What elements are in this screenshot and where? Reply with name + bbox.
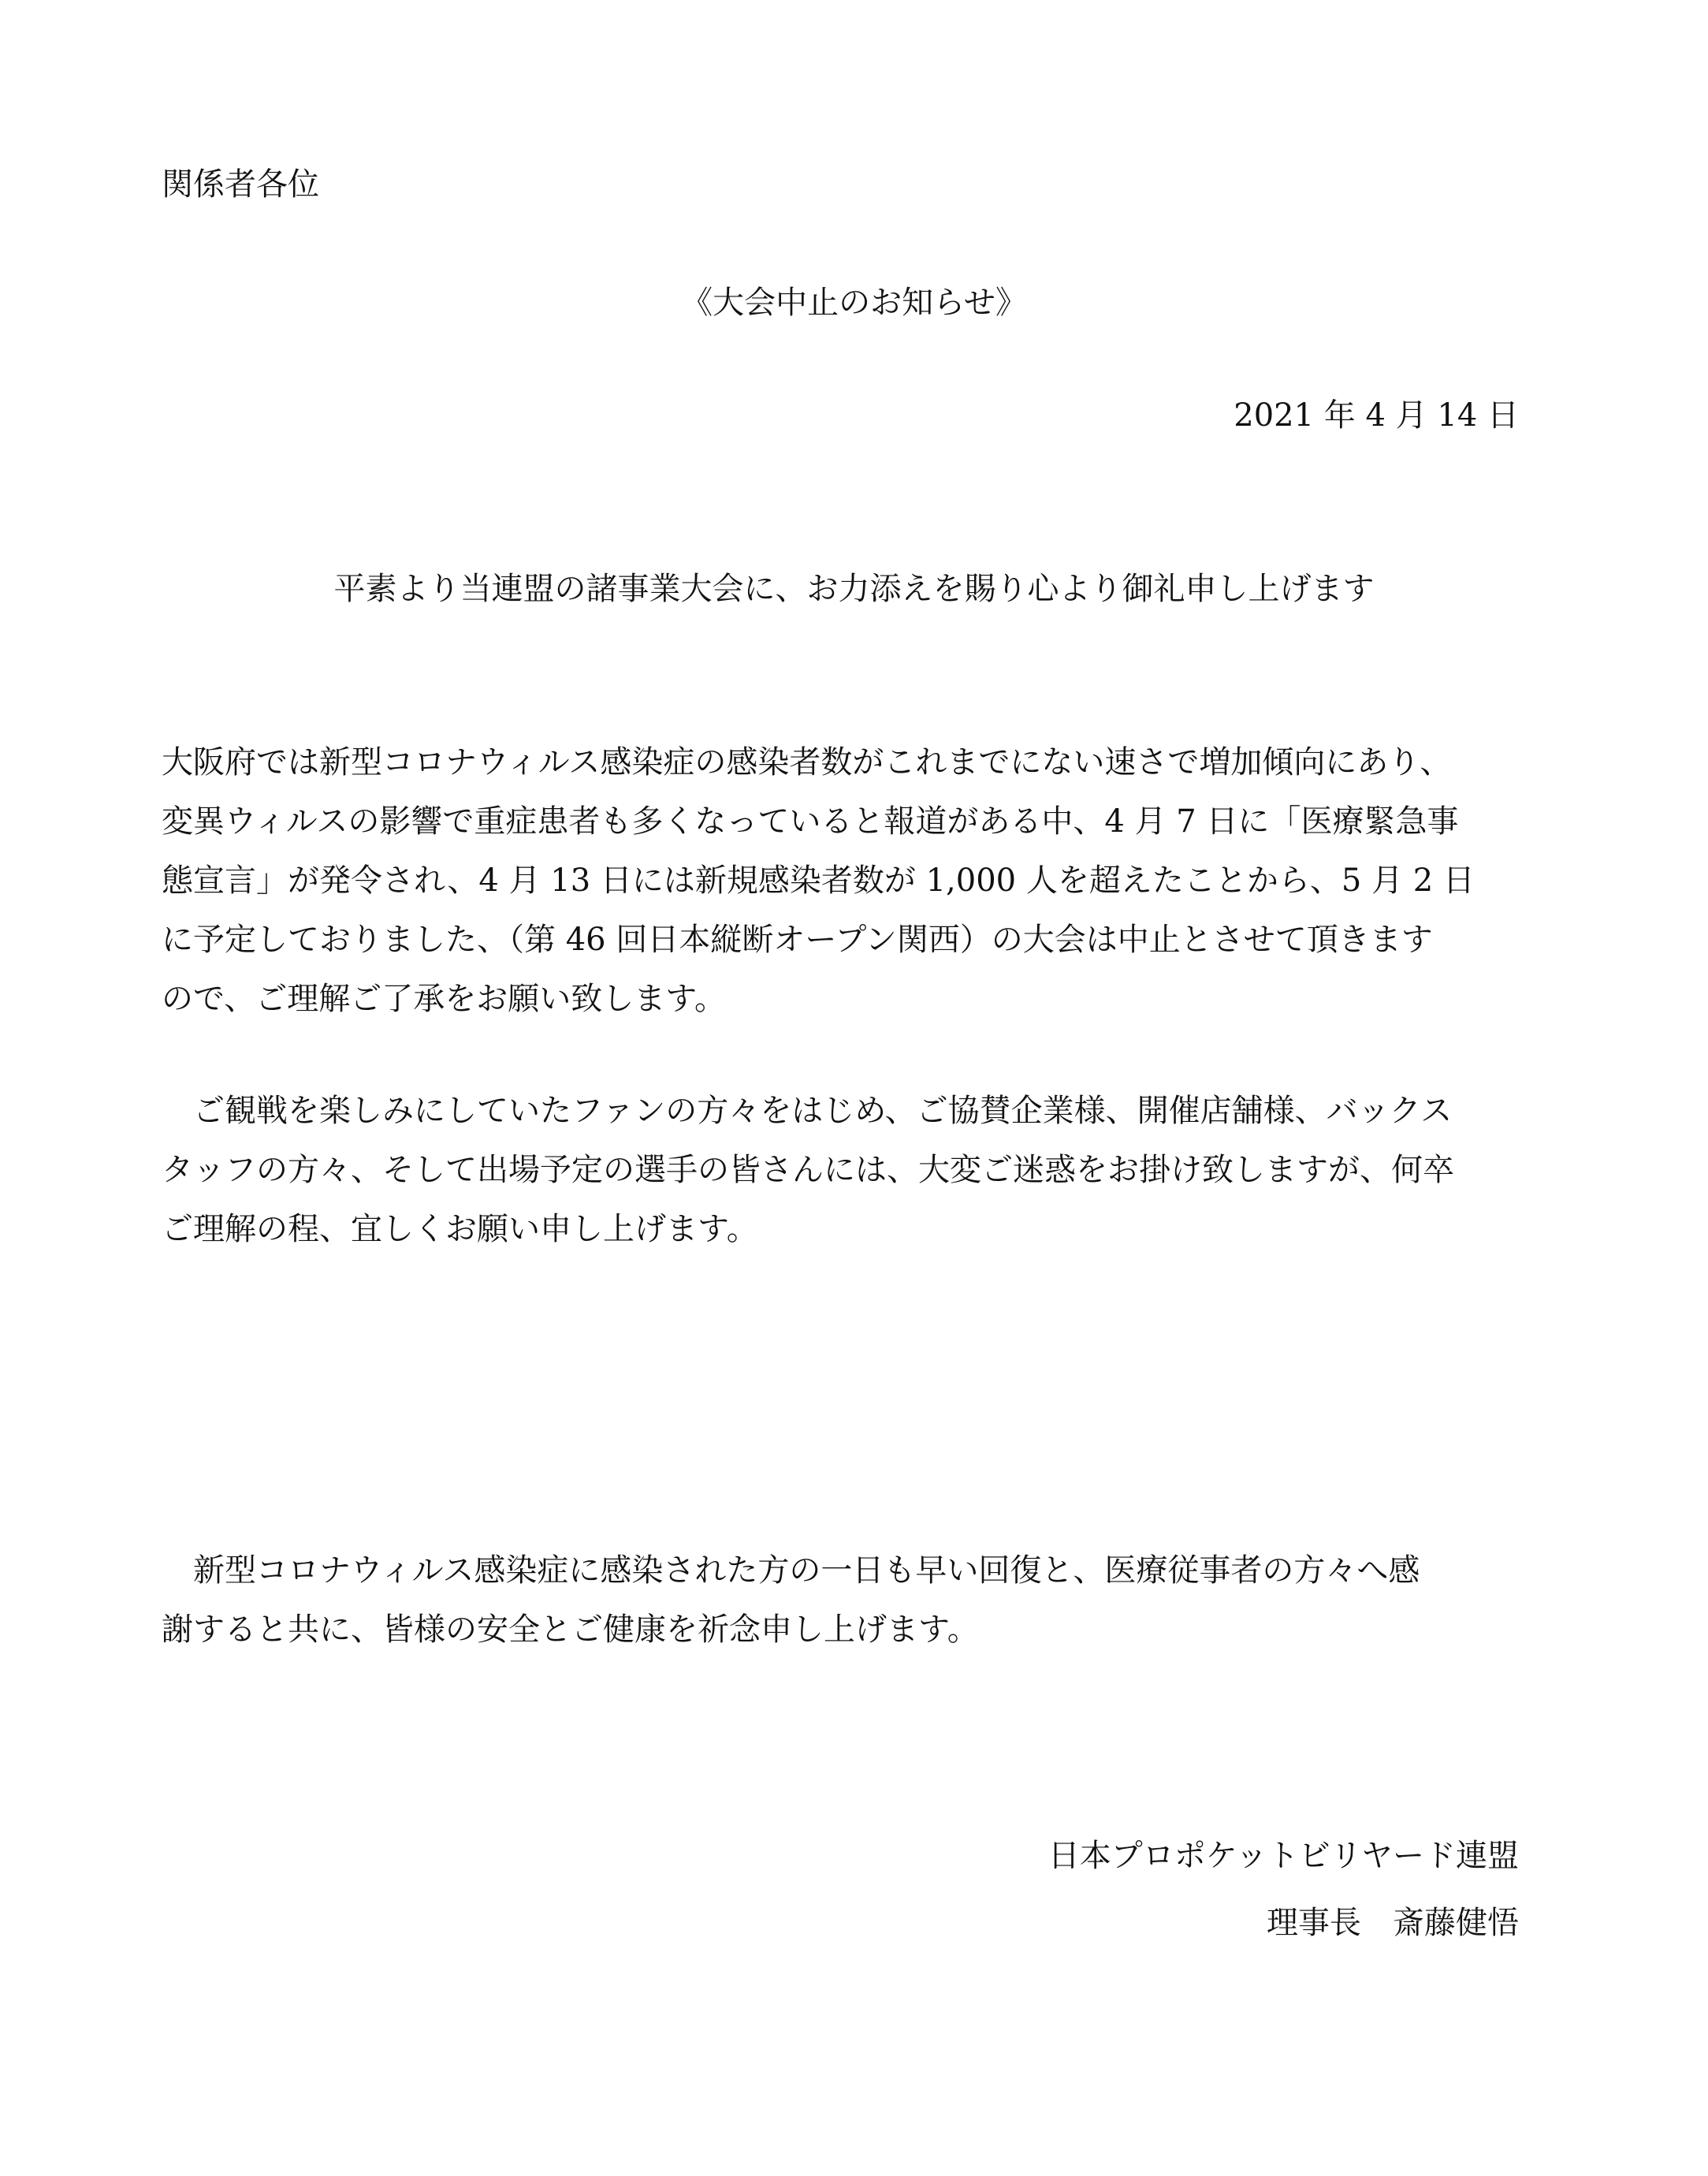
paragraph-line: 変異ウィルスの影響で重症患者も多くなっていると報道がある中、4 月 7 日に「医療緊急事 <box>162 803 1459 840</box>
paragraph-line: 新型コロナウィルス感染症に感染された方の一日も早い回復と、医療従事者の方々へ感 <box>162 1552 1420 1589</box>
paragraph-line: 大阪府では新型コロナウィルス感染症の感染者数がこれまでにない速さで増加傾向にあり、 <box>162 744 1452 781</box>
paragraph-line: 態宣言」が発令され、4 月 13 日には新規感染者数が 1,000 人を超えたことから、5 月 2 日 <box>162 863 1475 899</box>
paragraph-cancellation-notice <box>162 733 1475 1029</box>
greeting-line: 平素より当連盟の諸事業大会に、お力添えを賜り心より御礼申し上げます <box>333 571 1375 607</box>
paragraph-line: ので、ご理解ご了承をお願い致します。 <box>162 981 726 1017</box>
paragraph-line: 謝すると共に、皆様の安全とご健康を祈念申し上げます。 <box>162 1612 979 1648</box>
paragraph-line: ご観戦を楽しみにしていたファンの方々をはじめ、ご協賛企業様、開催店舗様、バックス <box>162 1093 1453 1129</box>
document-date: 2021 年 4 月 14 日 <box>1234 397 1519 434</box>
paragraph-closing-wishes <box>162 1541 1420 1660</box>
addressee: 関係者各位 <box>162 166 319 203</box>
signature-organization: 日本プロポケットビリヤード連盟 <box>1047 1838 1519 1874</box>
paragraph-apology <box>162 1082 1454 1259</box>
document-title: 《大会中止のお知らせ》 <box>681 285 1027 321</box>
paragraph-line: タッフの方々、そして出場予定の選手の皆さんには、大変ご迷惑をお掛け致しますが、何卒 <box>162 1152 1454 1188</box>
paragraph-line: に予定しておりました、（第 46 回日本縦断オープン関西）の大会は中止とさせて頂きます <box>162 922 1433 958</box>
paragraph-line: ご理解の程、宜しくお願い申し上げます。 <box>162 1211 758 1247</box>
signature-person: 理事長 斎藤健悟 <box>1267 1905 1519 1941</box>
